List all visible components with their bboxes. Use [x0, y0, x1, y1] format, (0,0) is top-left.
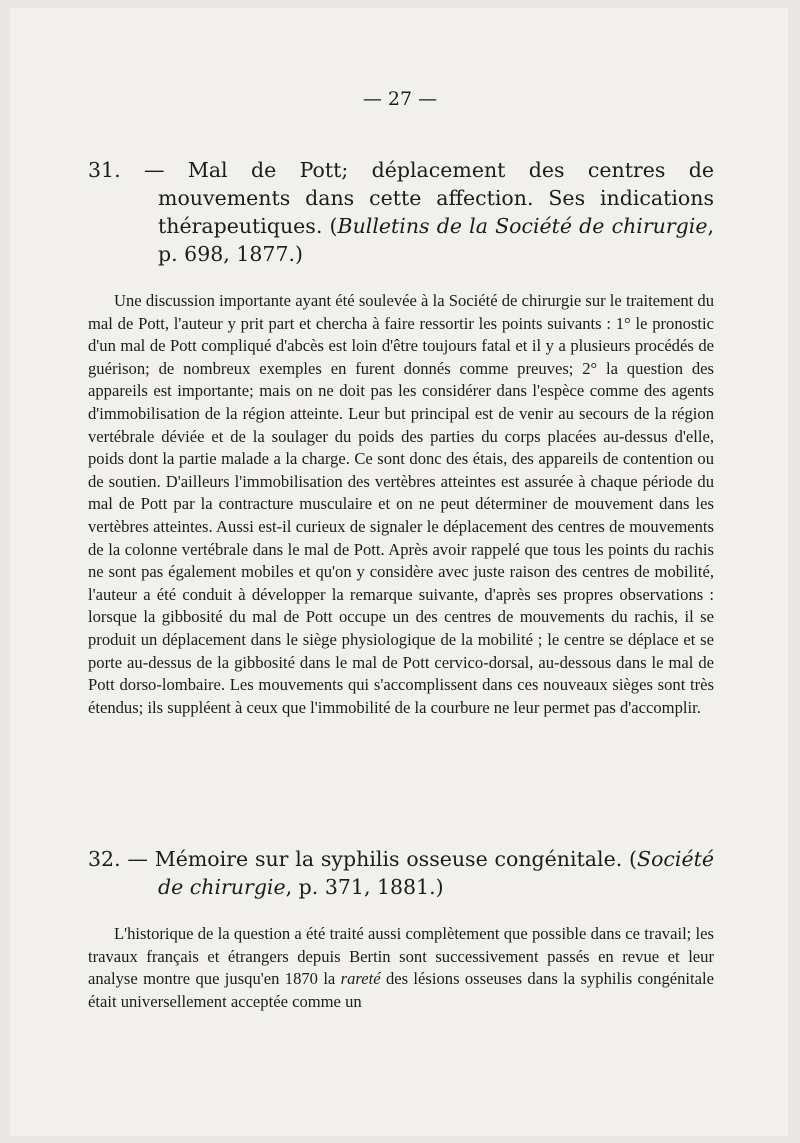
- entry-number: 32.: [88, 847, 121, 871]
- entry-title: [88, 845, 714, 901]
- entry-31: [88, 156, 714, 736]
- entry-body-text-continued: des lésions osseuses dans la syphilis congénitale était universellement acceptée comme un: [88, 969, 714, 1011]
- entry-number: 31.: [88, 158, 121, 182]
- entry-title-text: Mémoire sur la syphilis osseuse congénitale. (: [154, 847, 638, 871]
- entry-source: Bulletins de la Société de chirurgie: [337, 214, 708, 238]
- entry-title: [88, 156, 714, 268]
- entry-source-details: , p. 371, 1881.): [285, 875, 444, 899]
- page-number: — 27 —: [362, 88, 438, 110]
- entry-title-text: Mal de Pott; déplacement des centres de mouvements dans cette affection. Ses indications thérapeutiques. (: [158, 158, 714, 238]
- entry-dash: —: [120, 847, 155, 871]
- entry-body: [88, 923, 714, 1013]
- entry-dash: —: [120, 158, 188, 182]
- entry-source-details: , p. 698, 1877.): [158, 214, 714, 266]
- entry-32: [88, 845, 714, 1030]
- entry-source: Société de chirurgie: [158, 847, 714, 899]
- entry-body-text: L'historique de la question a été traité aussi complètement que possible dans ce travail; les travaux français et étrangers depuis Bertin sont successivement passés en revue et leur analyse montre que jusqu'en 1870 la: [88, 924, 714, 989]
- entry-body: Une discussion importante ayant été soulevée à la Société de chirurgie sur le traitement du mal de Pott, l'auteur y prit part et chercha à faire ressortir les points suivants : 1° le pronostic d'un mal de Pott compliqué d'abcès est loin d'être toujours fatal et il y a plusieurs procédés de guérison; de nombreux exemples en furent donnés comme preuves; 2° la question des appareils est importante; mais on ne doit pas les considérer dans l'espèce comme des agents d'immobilisation de la région atteinte. Leur but principal est de venir au secours de la région vertébrale déviée et de la soulager du poids des parties du corps placées au-dessus d'elle, poids dont la partie malade a la charge. Ce sont donc des étais, des appareils de contention ou de soutien. D'ailleurs l'immobilisation des vertèbres atteintes est assurée à chaque période du mal de Pott par la contracture musculaire et on ne peut déterminer de mouvement dans les vertèbres atteintes. Aussi est-il curieux de signaler le déplacement des centres de mouvements de la colonne vertébrale dans le mal de Pott. Après avoir rappelé que tous les points du rachis ne sont pas également mobiles et qu'on y considère avec juste raison des centres de mobilité, l'auteur a été conduit à développer la remarque suivante, d'après ses propres observations : lorsque la gibbosité du mal de Pott occupe un des centres de mouvements du rachis, il se produit un déplacement dans le siège physiologique de la mobilité ; le centre se déplace et se porte au-dessus de la gibbosité dans le mal de Pott cervico-dorsal, au-dessous dans le mal de Pott dorso-lombaire. Les mouvements qui s'accomplissent dans ces nouveaux sièges sont très étendus; ils suppléent à ceux que l'immobilité de la courbure ne leur permet pas d'accomplir.: [88, 291, 714, 717]
- entry-body-emphasis: rareté: [340, 969, 381, 989]
